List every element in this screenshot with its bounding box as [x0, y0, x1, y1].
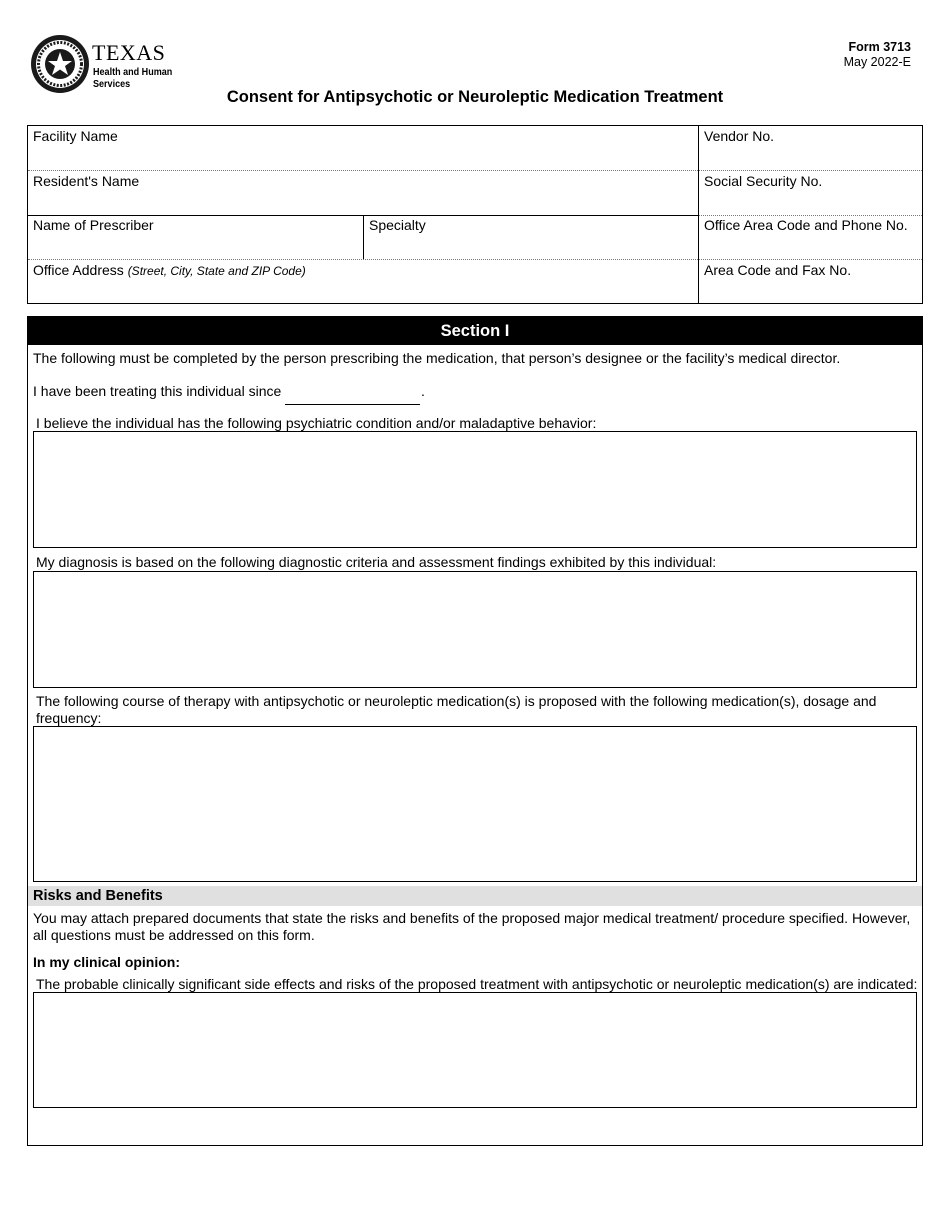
diagnosis-prompt: My diagnosis is based on the following diagnostic criteria and assessment findings exhibited by this individual:	[36, 554, 717, 570]
treating-since-label: I have been treating this individual since	[33, 383, 282, 399]
logo-subtitle: Health and Human Services	[93, 66, 173, 90]
therapy-prompt: The following course of therapy with antipsychotic or neuroleptic medication(s) is proposed with the following medication(s), dosage and frequency:	[36, 693, 877, 726]
side-effects-prompt: The probable clinically significant side effects and risks of the proposed treatment with antipsychotic or neuroleptic medication(s) are indicated:	[36, 976, 918, 992]
clinical-opinion-label: In my clinical opinion:	[33, 954, 181, 970]
vendor-no-label: Vendor No.	[704, 128, 775, 144]
risks-benefits-title: Risks and Benefits	[28, 886, 922, 906]
ssn-field[interactable]	[699, 171, 922, 215]
form-date: May 2022-E	[843, 55, 911, 69]
office-phone-label: Office Area Code and Phone No.	[704, 217, 908, 233]
texas-seal-icon	[30, 34, 90, 94]
facility-name-field[interactable]	[28, 126, 698, 170]
logo-word: TEXAS	[92, 40, 166, 65]
form-number: Form 3713	[848, 40, 911, 54]
therapy-textarea[interactable]	[33, 726, 917, 882]
treating-since-input[interactable]	[285, 387, 420, 405]
form-identifier	[844, 40, 911, 70]
specialty-label: Specialty	[369, 217, 426, 233]
fax-field[interactable]	[699, 260, 922, 303]
vendor-no-field[interactable]	[699, 126, 922, 170]
prescriber-name-label: Name of Prescriber	[33, 217, 154, 233]
office-phone-field[interactable]	[699, 215, 922, 259]
fax-label: Area Code and Fax No.	[704, 262, 852, 278]
resident-name-field[interactable]	[28, 171, 698, 215]
condition-prompt: I believe the individual has the following psychiatric condition and/or maladaptive behavior:	[36, 415, 597, 431]
specialty-field[interactable]	[364, 215, 698, 259]
section-1-intro: The following must be completed by the person prescribing the medication, that person’s designee or the facility’s medical director.	[33, 350, 841, 366]
treating-since-period: .	[421, 383, 425, 399]
diagnosis-textarea[interactable]	[33, 571, 917, 688]
risks-intro: You may attach prepared documents that state the risks and benefits of the proposed major medical treatment/ procedure specified. However, all questions must be addressed on this form.	[33, 910, 911, 943]
section-1-title: Section I	[28, 317, 922, 345]
ssn-label: Social Security No.	[704, 173, 823, 189]
office-address-field[interactable]	[28, 260, 698, 303]
office-address-hint: (Street, City, State and ZIP Code)	[127, 264, 306, 278]
section-1	[27, 316, 923, 1146]
resident-name-label: Resident's Name	[33, 173, 140, 189]
condition-textarea[interactable]	[33, 431, 917, 548]
side-effects-textarea[interactable]	[33, 992, 917, 1108]
facility-info-grid	[27, 125, 923, 304]
facility-name-label: Facility Name	[33, 128, 118, 144]
hhs-logo	[30, 34, 190, 96]
page-title: Consent for Antipsychotic or Neuroleptic Medication Treatment	[226, 88, 724, 106]
office-address-label: Office Address	[33, 262, 124, 278]
prescriber-name-field[interactable]	[28, 215, 363, 259]
